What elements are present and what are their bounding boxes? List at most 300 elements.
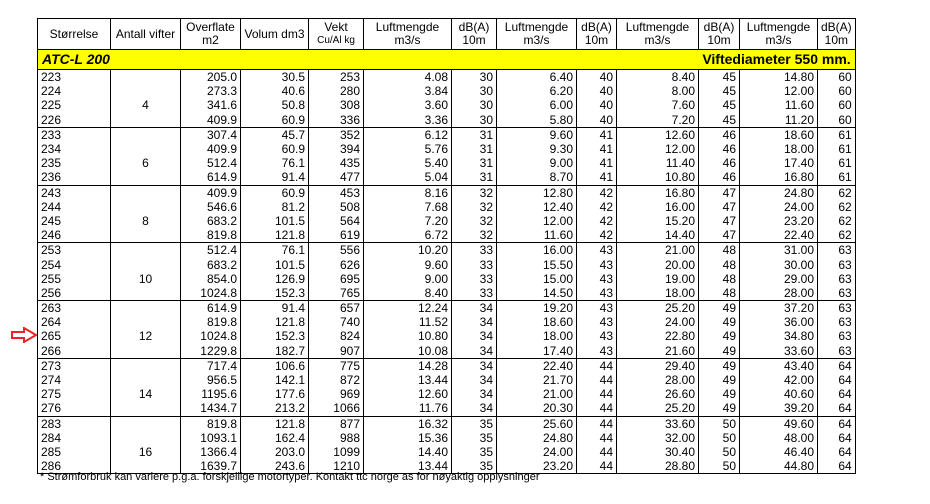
fan-count-cell — [111, 113, 181, 128]
value-cell: 33 — [452, 272, 497, 286]
value-cell: 34.80 — [740, 329, 818, 343]
value-cell: 64 — [818, 459, 856, 474]
value-cell: 121.8 — [241, 416, 309, 431]
value-cell: 63 — [818, 329, 856, 343]
value-cell: 41 — [577, 170, 617, 185]
value-cell: 36.00 — [740, 315, 818, 329]
value-cell: 177.6 — [241, 387, 309, 401]
size-cell: 235 — [38, 156, 111, 170]
value-cell: 44.80 — [740, 459, 818, 474]
value-cell: 1024.8 — [181, 329, 241, 343]
value-cell: 41 — [577, 127, 617, 142]
value-cell: 64 — [818, 445, 856, 459]
value-cell: 44 — [577, 416, 617, 431]
fan-diameter: Viftediameter 550 mm. — [364, 50, 856, 70]
value-cell: 42 — [577, 214, 617, 228]
value-cell: 4.08 — [364, 70, 452, 85]
value-cell: 819.8 — [181, 315, 241, 329]
value-cell: 34 — [452, 387, 497, 401]
value-cell: 24.00 — [740, 200, 818, 214]
value-cell: 46 — [699, 156, 740, 170]
value-cell: 13.44 — [364, 373, 452, 387]
value-cell: 12.24 — [364, 301, 452, 316]
value-cell: 23.20 — [497, 459, 577, 474]
fan-count-cell — [111, 416, 181, 431]
value-cell: 121.8 — [241, 228, 309, 243]
value-cell: 40 — [577, 70, 617, 85]
value-cell: 6.20 — [497, 84, 577, 98]
value-cell: 9.00 — [497, 156, 577, 170]
value-cell: 33 — [452, 286, 497, 301]
fan-count-cell — [111, 344, 181, 359]
value-cell: 152.3 — [241, 286, 309, 301]
value-cell: 91.4 — [241, 301, 309, 316]
value-cell: 34 — [452, 358, 497, 373]
size-cell: 225 — [38, 98, 111, 112]
fan-count-cell — [111, 185, 181, 200]
value-cell: 41 — [577, 156, 617, 170]
value-cell: 30.5 — [241, 70, 309, 85]
table-row — [38, 401, 856, 416]
fan-count-cell — [111, 70, 181, 85]
size-cell: 223 — [38, 70, 111, 85]
table-row — [38, 156, 856, 170]
value-cell: 42 — [577, 185, 617, 200]
value-cell: 7.60 — [617, 98, 699, 112]
fan-count-cell — [111, 243, 181, 258]
col-header-db-1: dB(A) 10m — [452, 19, 497, 50]
value-cell: 45 — [699, 98, 740, 112]
value-cell: 44 — [577, 459, 617, 474]
size-cell: 255 — [38, 272, 111, 286]
value-cell: 5.80 — [497, 113, 577, 128]
value-cell: 49 — [699, 344, 740, 359]
value-cell: 126.9 — [241, 272, 309, 286]
value-cell: 48.00 — [740, 431, 818, 445]
fan-count-cell — [111, 228, 181, 243]
value-cell: 60.9 — [241, 142, 309, 156]
value-cell: 1434.7 — [181, 401, 241, 416]
value-cell: 64 — [818, 387, 856, 401]
value-cell: 877 — [309, 416, 364, 431]
value-cell: 62 — [818, 185, 856, 200]
value-cell: 775 — [309, 358, 364, 373]
value-cell: 45 — [699, 113, 740, 128]
table-row — [38, 329, 856, 343]
value-cell: 44 — [577, 387, 617, 401]
value-cell: 76.1 — [241, 156, 309, 170]
value-cell: 28.00 — [740, 286, 818, 301]
value-cell: 336 — [309, 113, 364, 128]
value-cell: 43 — [577, 257, 617, 271]
table-row — [38, 142, 856, 156]
col-header-airflow-3: Luftmengde m3/s — [617, 19, 699, 50]
value-cell: 872 — [309, 373, 364, 387]
fan-count-cell: 14 — [111, 387, 181, 401]
size-cell: 256 — [38, 286, 111, 301]
size-cell: 233 — [38, 127, 111, 142]
value-cell: 60 — [818, 98, 856, 112]
size-cell: 245 — [38, 214, 111, 228]
value-cell: 46 — [699, 170, 740, 185]
value-cell: 81.2 — [241, 200, 309, 214]
value-cell: 25.60 — [497, 416, 577, 431]
value-cell: 49 — [699, 301, 740, 316]
value-cell: 24.00 — [497, 445, 577, 459]
table-row — [38, 358, 856, 373]
table-row — [38, 272, 856, 286]
value-cell: 18.60 — [740, 127, 818, 142]
value-cell: 12.00 — [617, 142, 699, 156]
value-cell: 21.00 — [497, 387, 577, 401]
fan-count-cell — [111, 127, 181, 142]
value-cell: 308 — [309, 98, 364, 112]
fan-count-cell: 10 — [111, 272, 181, 286]
value-cell: 1099 — [309, 445, 364, 459]
value-cell: 35 — [452, 445, 497, 459]
value-cell: 341.6 — [181, 98, 241, 112]
value-cell: 63 — [818, 301, 856, 316]
value-cell: 50 — [699, 445, 740, 459]
value-cell: 12.00 — [497, 214, 577, 228]
value-cell: 8.16 — [364, 185, 452, 200]
value-cell: 106.6 — [241, 358, 309, 373]
value-cell: 12.80 — [497, 185, 577, 200]
table-row — [38, 344, 856, 359]
value-cell: 508 — [309, 200, 364, 214]
value-cell: 11.52 — [364, 315, 452, 329]
fan-count-cell — [111, 358, 181, 373]
value-cell: 280 — [309, 84, 364, 98]
fan-count-cell — [111, 142, 181, 156]
value-cell: 31 — [452, 170, 497, 185]
size-cell: 275 — [38, 387, 111, 401]
value-cell: 9.60 — [497, 127, 577, 142]
value-cell: 12.60 — [617, 127, 699, 142]
value-cell: 12.60 — [364, 387, 452, 401]
table-row — [38, 170, 856, 185]
value-cell: 956.5 — [181, 373, 241, 387]
size-cell: 265 — [38, 329, 111, 343]
col-header-weight: Vekt Cu/Al kg — [309, 19, 364, 50]
value-cell: 273.3 — [181, 84, 241, 98]
value-cell: 39.20 — [740, 401, 818, 416]
value-cell: 43 — [577, 243, 617, 258]
value-cell: 49 — [699, 315, 740, 329]
value-cell: 40 — [577, 113, 617, 128]
value-cell: 30 — [452, 98, 497, 112]
value-cell: 7.20 — [364, 214, 452, 228]
value-cell: 43 — [577, 315, 617, 329]
size-cell: 283 — [38, 416, 111, 431]
table-row — [38, 431, 856, 445]
value-cell: 21.60 — [617, 344, 699, 359]
value-cell: 45 — [699, 84, 740, 98]
footnote: * Strømforbruk kan variere p.g.a. forskjellige motortyper. Kontakt ttc norge as for nøyaktig opplysninger — [40, 471, 540, 483]
value-cell: 5.04 — [364, 170, 452, 185]
table-row — [38, 113, 856, 128]
size-cell: 234 — [38, 142, 111, 156]
value-cell: 32.00 — [617, 431, 699, 445]
value-cell: 1210 — [309, 459, 364, 474]
value-cell: 205.0 — [181, 70, 241, 85]
table-row — [38, 127, 856, 142]
value-cell: 243.6 — [241, 459, 309, 474]
value-cell: 394 — [309, 142, 364, 156]
fan-count-cell — [111, 373, 181, 387]
value-cell: 824 — [309, 329, 364, 343]
fan-count-cell: 4 — [111, 98, 181, 112]
table-row — [38, 387, 856, 401]
value-cell: 34 — [452, 401, 497, 416]
fan-count-cell — [111, 315, 181, 329]
value-cell: 47 — [699, 200, 740, 214]
value-cell: 564 — [309, 214, 364, 228]
value-cell: 29.00 — [740, 272, 818, 286]
value-cell: 13.44 — [364, 459, 452, 474]
value-cell: 8.00 — [617, 84, 699, 98]
value-cell: 49.60 — [740, 416, 818, 431]
table-row — [38, 228, 856, 243]
value-cell: 5.40 — [364, 156, 452, 170]
value-cell: 23.20 — [740, 214, 818, 228]
fan-count-cell — [111, 200, 181, 214]
value-cell: 15.50 — [497, 257, 577, 271]
value-cell: 101.5 — [241, 257, 309, 271]
value-cell: 7.20 — [617, 113, 699, 128]
value-cell: 34 — [452, 301, 497, 316]
value-cell: 50 — [699, 431, 740, 445]
value-cell: 546.6 — [181, 200, 241, 214]
col-header-airflow-1: Luftmengde m3/s — [364, 19, 452, 50]
value-cell: 10.80 — [364, 329, 452, 343]
fan-count-cell — [111, 286, 181, 301]
value-cell: 40.60 — [740, 387, 818, 401]
size-cell: 224 — [38, 84, 111, 98]
value-cell: 43 — [577, 272, 617, 286]
value-cell: 44 — [577, 431, 617, 445]
value-cell: 6.72 — [364, 228, 452, 243]
value-cell: 182.7 — [241, 344, 309, 359]
value-cell: 43 — [577, 301, 617, 316]
value-cell: 18.00 — [497, 329, 577, 343]
value-cell: 22.40 — [497, 358, 577, 373]
value-cell: 819.8 — [181, 416, 241, 431]
fan-count-cell — [111, 257, 181, 271]
fan-count-cell — [111, 84, 181, 98]
table-row — [38, 257, 856, 271]
value-cell: 683.2 — [181, 214, 241, 228]
value-cell: 11.60 — [497, 228, 577, 243]
fan-count-cell — [111, 170, 181, 185]
value-cell: 44 — [577, 358, 617, 373]
value-cell: 16.00 — [617, 200, 699, 214]
value-cell: 1066 — [309, 401, 364, 416]
table-row — [38, 243, 856, 258]
value-cell: 1639.7 — [181, 459, 241, 474]
value-cell: 26.60 — [617, 387, 699, 401]
value-cell: 20.00 — [617, 257, 699, 271]
value-cell: 49 — [699, 373, 740, 387]
value-cell: 31 — [452, 142, 497, 156]
value-cell: 45.7 — [241, 127, 309, 142]
value-cell: 44 — [577, 373, 617, 387]
value-cell: 48 — [699, 286, 740, 301]
value-cell: 28.00 — [617, 373, 699, 387]
value-cell: 33 — [452, 257, 497, 271]
size-cell: 236 — [38, 170, 111, 185]
size-cell: 264 — [38, 315, 111, 329]
value-cell: 63 — [818, 315, 856, 329]
value-cell: 48 — [699, 272, 740, 286]
size-cell: 246 — [38, 228, 111, 243]
value-cell: 32 — [452, 185, 497, 200]
value-cell: 1024.8 — [181, 286, 241, 301]
value-cell: 47 — [699, 228, 740, 243]
value-cell: 3.84 — [364, 84, 452, 98]
value-cell: 969 — [309, 387, 364, 401]
value-cell: 626 — [309, 257, 364, 271]
value-cell: 907 — [309, 344, 364, 359]
table-row — [38, 185, 856, 200]
col-header-db-4: dB(A) 10m — [818, 19, 856, 50]
value-cell: 6.40 — [497, 70, 577, 85]
value-cell: 213.2 — [241, 401, 309, 416]
value-cell: 11.40 — [617, 156, 699, 170]
value-cell: 14.80 — [740, 70, 818, 85]
value-cell: 819.8 — [181, 228, 241, 243]
fan-count-cell — [111, 431, 181, 445]
value-cell: 717.4 — [181, 358, 241, 373]
value-cell: 121.8 — [241, 315, 309, 329]
value-cell: 22.80 — [617, 329, 699, 343]
right-arrow-icon — [11, 327, 37, 343]
value-cell: 31 — [452, 156, 497, 170]
value-cell: 614.9 — [181, 170, 241, 185]
table-row — [38, 301, 856, 316]
value-cell: 31.00 — [740, 243, 818, 258]
value-cell: 17.40 — [497, 344, 577, 359]
value-cell: 142.1 — [241, 373, 309, 387]
value-cell: 32 — [452, 228, 497, 243]
value-cell: 64 — [818, 401, 856, 416]
size-cell: 226 — [38, 113, 111, 128]
value-cell: 30.00 — [740, 257, 818, 271]
value-cell: 47 — [699, 214, 740, 228]
value-cell: 45 — [699, 70, 740, 85]
col-header-db-2: dB(A) 10m — [577, 19, 617, 50]
value-cell: 409.9 — [181, 142, 241, 156]
table-row — [38, 70, 856, 85]
value-cell: 203.0 — [241, 445, 309, 459]
value-cell: 16.80 — [617, 185, 699, 200]
value-cell: 10.08 — [364, 344, 452, 359]
fan-count-cell: 12 — [111, 329, 181, 343]
value-cell: 62 — [818, 214, 856, 228]
size-cell: 266 — [38, 344, 111, 359]
value-cell: 162.4 — [241, 431, 309, 445]
value-cell: 18.60 — [497, 315, 577, 329]
size-cell: 285 — [38, 445, 111, 459]
value-cell: 64 — [818, 373, 856, 387]
value-cell: 30 — [452, 113, 497, 128]
fan-count-cell: 8 — [111, 214, 181, 228]
model-banner — [38, 50, 856, 70]
value-cell: 76.1 — [241, 243, 309, 258]
table-row — [38, 286, 856, 301]
value-cell: 5.76 — [364, 142, 452, 156]
value-cell: 20.30 — [497, 401, 577, 416]
spec-table — [37, 18, 856, 474]
value-cell: 44 — [577, 401, 617, 416]
col-header-fan-count: Antall vifter — [111, 19, 181, 50]
size-cell: 273 — [38, 358, 111, 373]
value-cell: 30 — [452, 70, 497, 85]
value-cell: 3.60 — [364, 98, 452, 112]
value-cell: 12.40 — [497, 200, 577, 214]
value-cell: 44 — [577, 445, 617, 459]
value-cell: 8.70 — [497, 170, 577, 185]
value-cell: 60 — [818, 113, 856, 128]
value-cell: 34 — [452, 373, 497, 387]
value-cell: 63 — [818, 243, 856, 258]
table-row — [38, 200, 856, 214]
value-cell: 64 — [818, 416, 856, 431]
size-cell: 274 — [38, 373, 111, 387]
col-header-size: Størrelse — [38, 19, 111, 50]
value-cell: 43.40 — [740, 358, 818, 373]
value-cell: 41 — [577, 142, 617, 156]
value-cell: 49 — [699, 401, 740, 416]
value-cell: 33.60 — [740, 344, 818, 359]
size-cell: 286 — [38, 459, 111, 474]
value-cell: 307.4 — [181, 127, 241, 142]
value-cell: 11.76 — [364, 401, 452, 416]
value-cell: 63 — [818, 286, 856, 301]
value-cell: 352 — [309, 127, 364, 142]
value-cell: 24.80 — [740, 185, 818, 200]
value-cell: 34 — [452, 344, 497, 359]
value-cell: 42 — [577, 228, 617, 243]
value-cell: 22.40 — [740, 228, 818, 243]
value-cell: 854.0 — [181, 272, 241, 286]
value-cell: 37.20 — [740, 301, 818, 316]
value-cell: 43 — [577, 344, 617, 359]
value-cell: 60 — [818, 84, 856, 98]
value-cell: 152.3 — [241, 329, 309, 343]
table-row — [38, 98, 856, 112]
value-cell: 48 — [699, 257, 740, 271]
value-cell: 15.20 — [617, 214, 699, 228]
value-cell: 17.40 — [740, 156, 818, 170]
value-cell: 14.40 — [364, 445, 452, 459]
table-row — [38, 84, 856, 98]
value-cell: 25.20 — [617, 401, 699, 416]
value-cell: 33 — [452, 243, 497, 258]
value-cell: 12.00 — [740, 84, 818, 98]
value-cell: 16.00 — [497, 243, 577, 258]
col-header-airflow-4: Luftmengde m3/s — [740, 19, 818, 50]
value-cell: 46 — [699, 142, 740, 156]
value-cell: 62 — [818, 228, 856, 243]
value-cell: 32 — [452, 200, 497, 214]
value-cell: 14.40 — [617, 228, 699, 243]
col-header-volume: Volum dm3 — [241, 19, 309, 50]
value-cell: 42 — [577, 200, 617, 214]
value-cell: 40 — [577, 98, 617, 112]
value-cell: 30.40 — [617, 445, 699, 459]
value-cell: 25.20 — [617, 301, 699, 316]
